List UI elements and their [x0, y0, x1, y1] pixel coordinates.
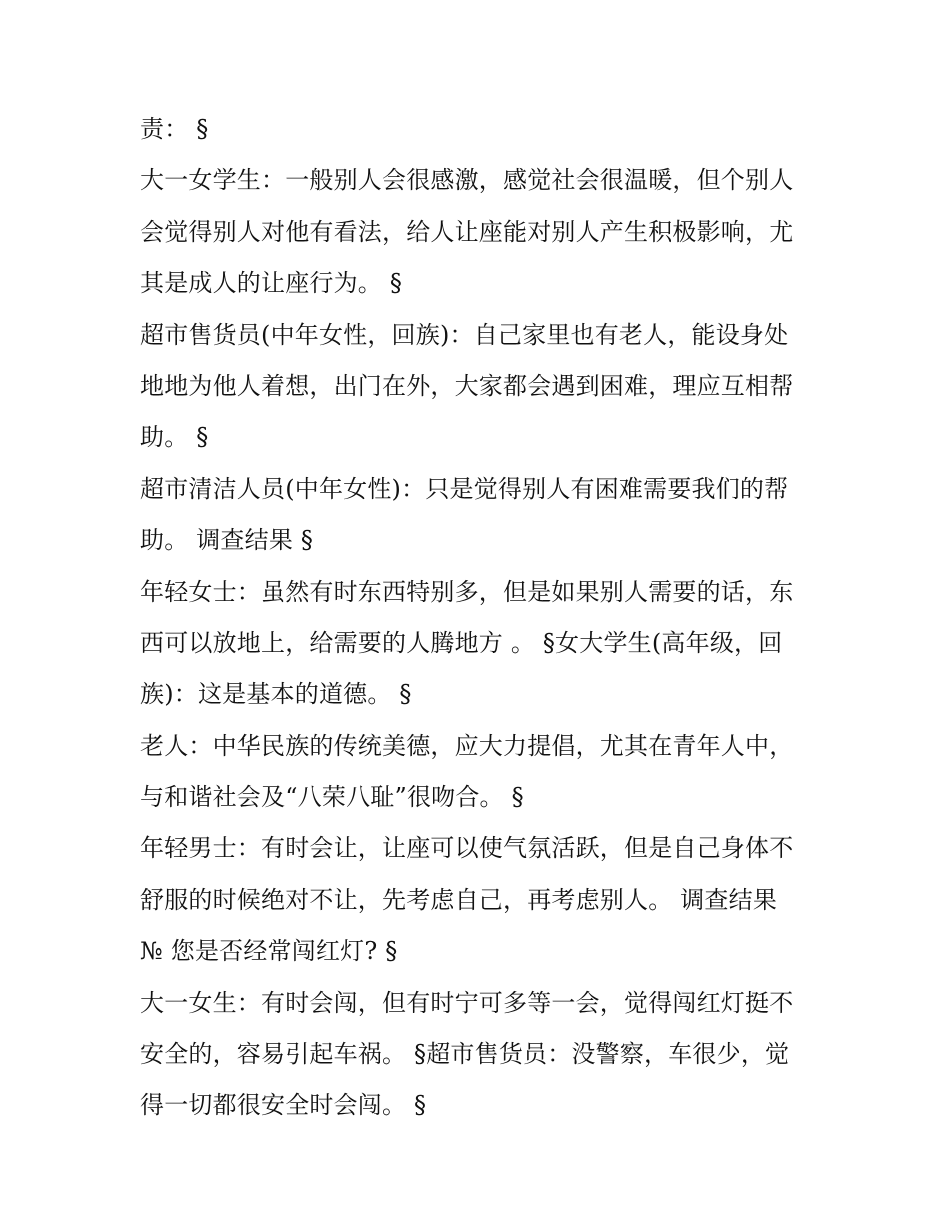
text-line: 地地为他人着想，出门在外，大家都会遇到困难，理应互相帮	[140, 371, 794, 400]
text-line: 其是成人的让座行为。 §	[140, 269, 403, 298]
text-line: 助。 §	[140, 423, 209, 452]
document-page	[140, 104, 820, 1132]
text-line: 得一切都很安全时会闯。 §	[140, 1091, 427, 1120]
text-line: 会觉得别人对他有看法，给人让座能对别人产生积极影响，尤	[140, 217, 794, 246]
text-line: 年轻男士：有时会让，让座可以使气氛活跃，但是自己身体不	[140, 834, 794, 863]
text-line: 西可以放地上，给需要的人腾地方 。 §女大学生(高年级，回	[140, 628, 783, 657]
text-line: 责： §	[140, 115, 209, 143]
text-line: 大一女学生：一般别人会很感激，感觉社会很温暖，但个别人	[140, 166, 794, 195]
text-line: 超市清洁人员(中年女性)：只是觉得别人有困难需要我们的帮	[140, 474, 789, 503]
text-line: 老人：中华民族的传统美德，应大力提倡，尤其在青年人中，	[140, 731, 794, 760]
text-line: 大一女生：有时会闯，但有时宁可多等一会，觉得闯红灯挺不	[140, 988, 794, 1017]
text-line: № 您是否经常闯红灯? §	[140, 937, 398, 966]
text-line: 与和谐社会及“八荣八耻”很吻合。 §	[140, 783, 524, 812]
text-line: 族)：这是基本的道德。 §	[140, 680, 412, 709]
text-line: 安全的，容易引起车祸。 §超市售货员：没警察，车很少，觉	[140, 1040, 790, 1069]
text-line: 助。 调查结果 §	[140, 526, 314, 555]
text-line: 舒服的时候绝对不让，先考虑自己，再考虑别人。 调查结果	[140, 885, 778, 914]
text-line: 年轻女士：虽然有时东西特别多，但是如果别人需要的话，东	[140, 577, 794, 606]
text-line: 超市售货员(中年女性，回族)：自己家里也有老人，能设身处	[140, 320, 789, 349]
